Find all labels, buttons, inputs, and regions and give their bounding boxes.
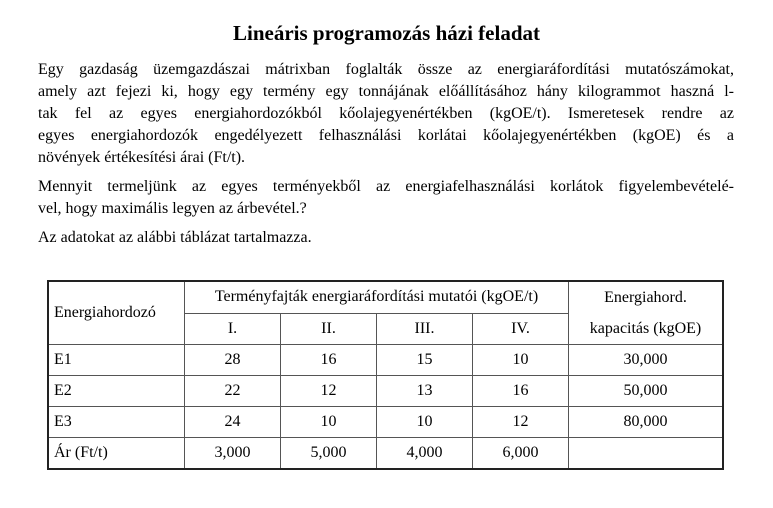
header-energy-carrier: Energiahordozó — [48, 281, 185, 345]
text-line: növények értékesítési árai (Ft/t). — [38, 149, 246, 166]
energy-data-table — [47, 280, 724, 470]
text-line: Mennyit termeljünk az egyes terményekből az energiafelhasználási korlátok figyelembevételé- — [38, 178, 734, 195]
page-title: Lineáris programozás házi feladat — [232, 21, 540, 45]
row-label: E1 — [48, 345, 185, 376]
header-capacity-line2: kapacitás (kgOE) — [589, 320, 702, 337]
table-cell: 24 — [185, 407, 281, 438]
table-row — [48, 376, 723, 407]
table-intro-paragraph — [38, 227, 734, 249]
table-row-price — [48, 438, 723, 470]
question-paragraph — [38, 176, 734, 220]
header-col-4: IV. — [473, 313, 569, 345]
header-capacity-line1: Energiahord. — [604, 289, 687, 306]
header-capacity — [569, 281, 724, 345]
capacity-cell-empty — [569, 438, 724, 470]
table-header-row — [48, 281, 723, 313]
header-col-2: II. — [281, 313, 377, 345]
header-crop-group: Terményfajták energiaráfordítási mutatói (kgOE/t) — [185, 281, 569, 313]
table-cell: 4,000 — [377, 438, 473, 470]
row-label: Ár (Ft/t) — [48, 438, 185, 470]
text-line: egyes energiahordozók engedélyezett felhasználási korlátai kőolajegyenértékben (kgOE) és a — [38, 127, 734, 144]
table-row — [48, 407, 723, 438]
table-cell: 5,000 — [281, 438, 377, 470]
header-col-1: I. — [185, 313, 281, 345]
table-cell: 10 — [473, 345, 569, 376]
table-cell: 16 — [281, 345, 377, 376]
text-line: amely azt fejezi ki, hogy egy termény egy tonnájának előállításához hány kilogrammot haszná l- — [38, 83, 734, 100]
table-cell: 13 — [377, 376, 473, 407]
text-line: vel, hogy maximális legyen az árbevétel.? — [38, 200, 307, 217]
problem-description-paragraph — [38, 59, 734, 169]
header-col-3: III. — [377, 313, 473, 345]
table-cell: 6,000 — [473, 438, 569, 470]
row-label: E3 — [48, 407, 185, 438]
table-cell: 3,000 — [185, 438, 281, 470]
capacity-cell: 80,000 — [569, 407, 724, 438]
text-line: Az adatokat az alábbi táblázat tartalmazza. — [38, 229, 312, 246]
table-row — [48, 345, 723, 376]
table-cell: 10 — [281, 407, 377, 438]
table-cell: 12 — [473, 407, 569, 438]
capacity-cell: 30,000 — [569, 345, 724, 376]
text-line: Egy gazdaság üzemgazdászai mátrixban foglalták össze az energiaráfordítási mutatószámokat, — [38, 61, 734, 78]
table-cell: 22 — [185, 376, 281, 407]
table-cell: 16 — [473, 376, 569, 407]
table-cell: 10 — [377, 407, 473, 438]
table-cell: 15 — [377, 345, 473, 376]
table-cell: 12 — [281, 376, 377, 407]
table-cell: 28 — [185, 345, 281, 376]
capacity-cell: 50,000 — [569, 376, 724, 407]
text-line: tak fel az egyes energiahordozókból kőolajegyenértékben (kgOE/t). Ismeretesek rendre az — [38, 105, 734, 122]
row-label: E2 — [48, 376, 185, 407]
